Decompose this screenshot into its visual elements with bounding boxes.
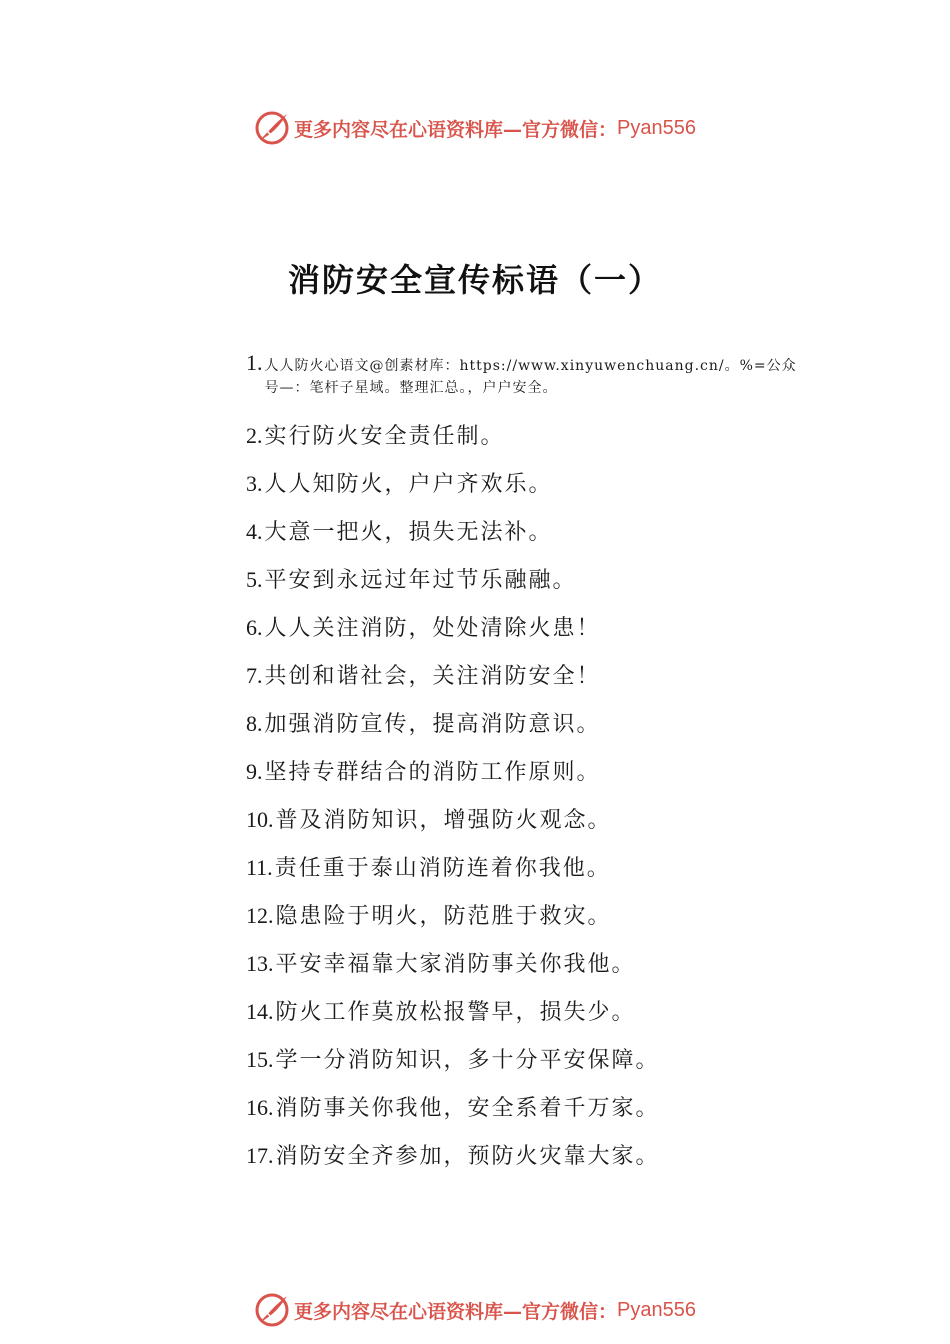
item-text: 普及消防知识，增强防火观念。 bbox=[275, 808, 612, 833]
item-text: 人人知防火，户户齐欢乐。 bbox=[264, 472, 553, 497]
item-text: 共创和谐社会，关注消防安全！ bbox=[264, 664, 601, 689]
item-text: 学一分消防知识，多十分平安保障。 bbox=[275, 1048, 660, 1073]
item-text: 隐患险于明火，防范胜于救灾。 bbox=[275, 904, 612, 929]
item-text: 实行防火安全责任制。 bbox=[264, 424, 505, 449]
list-item bbox=[246, 892, 816, 940]
item-text: 防火工作莫放松报警早，损失少。 bbox=[275, 1000, 636, 1025]
item-number: 16. bbox=[246, 1095, 274, 1120]
item-number: 15. bbox=[246, 1047, 274, 1072]
list-item bbox=[246, 1132, 816, 1180]
item-number: 10. bbox=[246, 807, 274, 832]
list-item bbox=[246, 604, 816, 652]
item-number: 6. bbox=[246, 615, 263, 640]
item-number: 11. bbox=[246, 855, 273, 880]
list-item bbox=[246, 988, 816, 1036]
item-number: 2. bbox=[246, 423, 263, 448]
banner-sub-text: —官方微信： bbox=[503, 1300, 618, 1323]
list-item bbox=[246, 1036, 816, 1084]
item-text: 责任重于泰山消防连着你我他。 bbox=[274, 856, 611, 881]
item-text: 人人关注消防，处处清除火患！ bbox=[264, 616, 601, 641]
banner-wechat-id: Pyan556 bbox=[617, 1298, 696, 1321]
list-item bbox=[246, 652, 816, 700]
list-item bbox=[246, 748, 816, 796]
item-text: 大意一把火，损失无法补。 bbox=[264, 520, 553, 545]
item-text: 人人防火心语文@创素材库：https://www.xinyuwenchuang.cn/。%=公众号—：笔杆子星域。整理汇总。，户户安全。 bbox=[264, 358, 797, 396]
item-number: 12. bbox=[246, 903, 274, 928]
item-text: 坚持专群结合的消防工作原则。 bbox=[264, 760, 601, 785]
item-text: 加强消防宣传，提高消防意识。 bbox=[264, 712, 601, 737]
header-banner bbox=[0, 108, 950, 148]
item-text: 消防事关你我他，安全系着千万家。 bbox=[275, 1096, 660, 1121]
list-item bbox=[246, 940, 816, 988]
list-item bbox=[246, 412, 816, 460]
item-number: 8. bbox=[246, 711, 263, 736]
item-number: 3. bbox=[246, 471, 263, 496]
item-number: 17. bbox=[246, 1143, 274, 1168]
item-number: 9. bbox=[246, 759, 263, 784]
slogan-list bbox=[246, 350, 816, 1180]
item-text: 平安幸福靠大家消防事关你我他。 bbox=[275, 952, 636, 977]
item-text: 消防安全齐参加，预防火灾靠大家。 bbox=[275, 1144, 660, 1169]
list-item bbox=[246, 700, 816, 748]
list-item bbox=[246, 556, 816, 604]
list-item bbox=[246, 1084, 816, 1132]
item-number: 7. bbox=[246, 663, 263, 688]
list-item bbox=[246, 796, 816, 844]
item-number: 4. bbox=[246, 519, 263, 544]
list-item bbox=[246, 508, 816, 556]
item-number: 13. bbox=[246, 951, 274, 976]
quill-logo-icon bbox=[254, 110, 290, 146]
page-title: 消防安全宣传标语（一） bbox=[287, 261, 662, 299]
banner-sub-text: —官方微信： bbox=[503, 118, 618, 141]
item-number: 1. bbox=[246, 350, 263, 375]
banner-main-text: 更多内容尽在心语资料库 bbox=[294, 1300, 504, 1323]
list-item bbox=[246, 350, 816, 410]
list-item bbox=[246, 844, 816, 892]
quill-logo-icon bbox=[254, 1292, 290, 1328]
banner-main-text: 更多内容尽在心语资料库 bbox=[294, 118, 504, 141]
banner-wechat-id: Pyan556 bbox=[617, 116, 696, 139]
list-item bbox=[246, 460, 816, 508]
item-number: 14. bbox=[246, 999, 274, 1024]
item-text: 平安到永远过年过节乐融融。 bbox=[264, 568, 577, 593]
footer-banner bbox=[0, 1290, 950, 1330]
item-number: 5. bbox=[246, 567, 263, 592]
